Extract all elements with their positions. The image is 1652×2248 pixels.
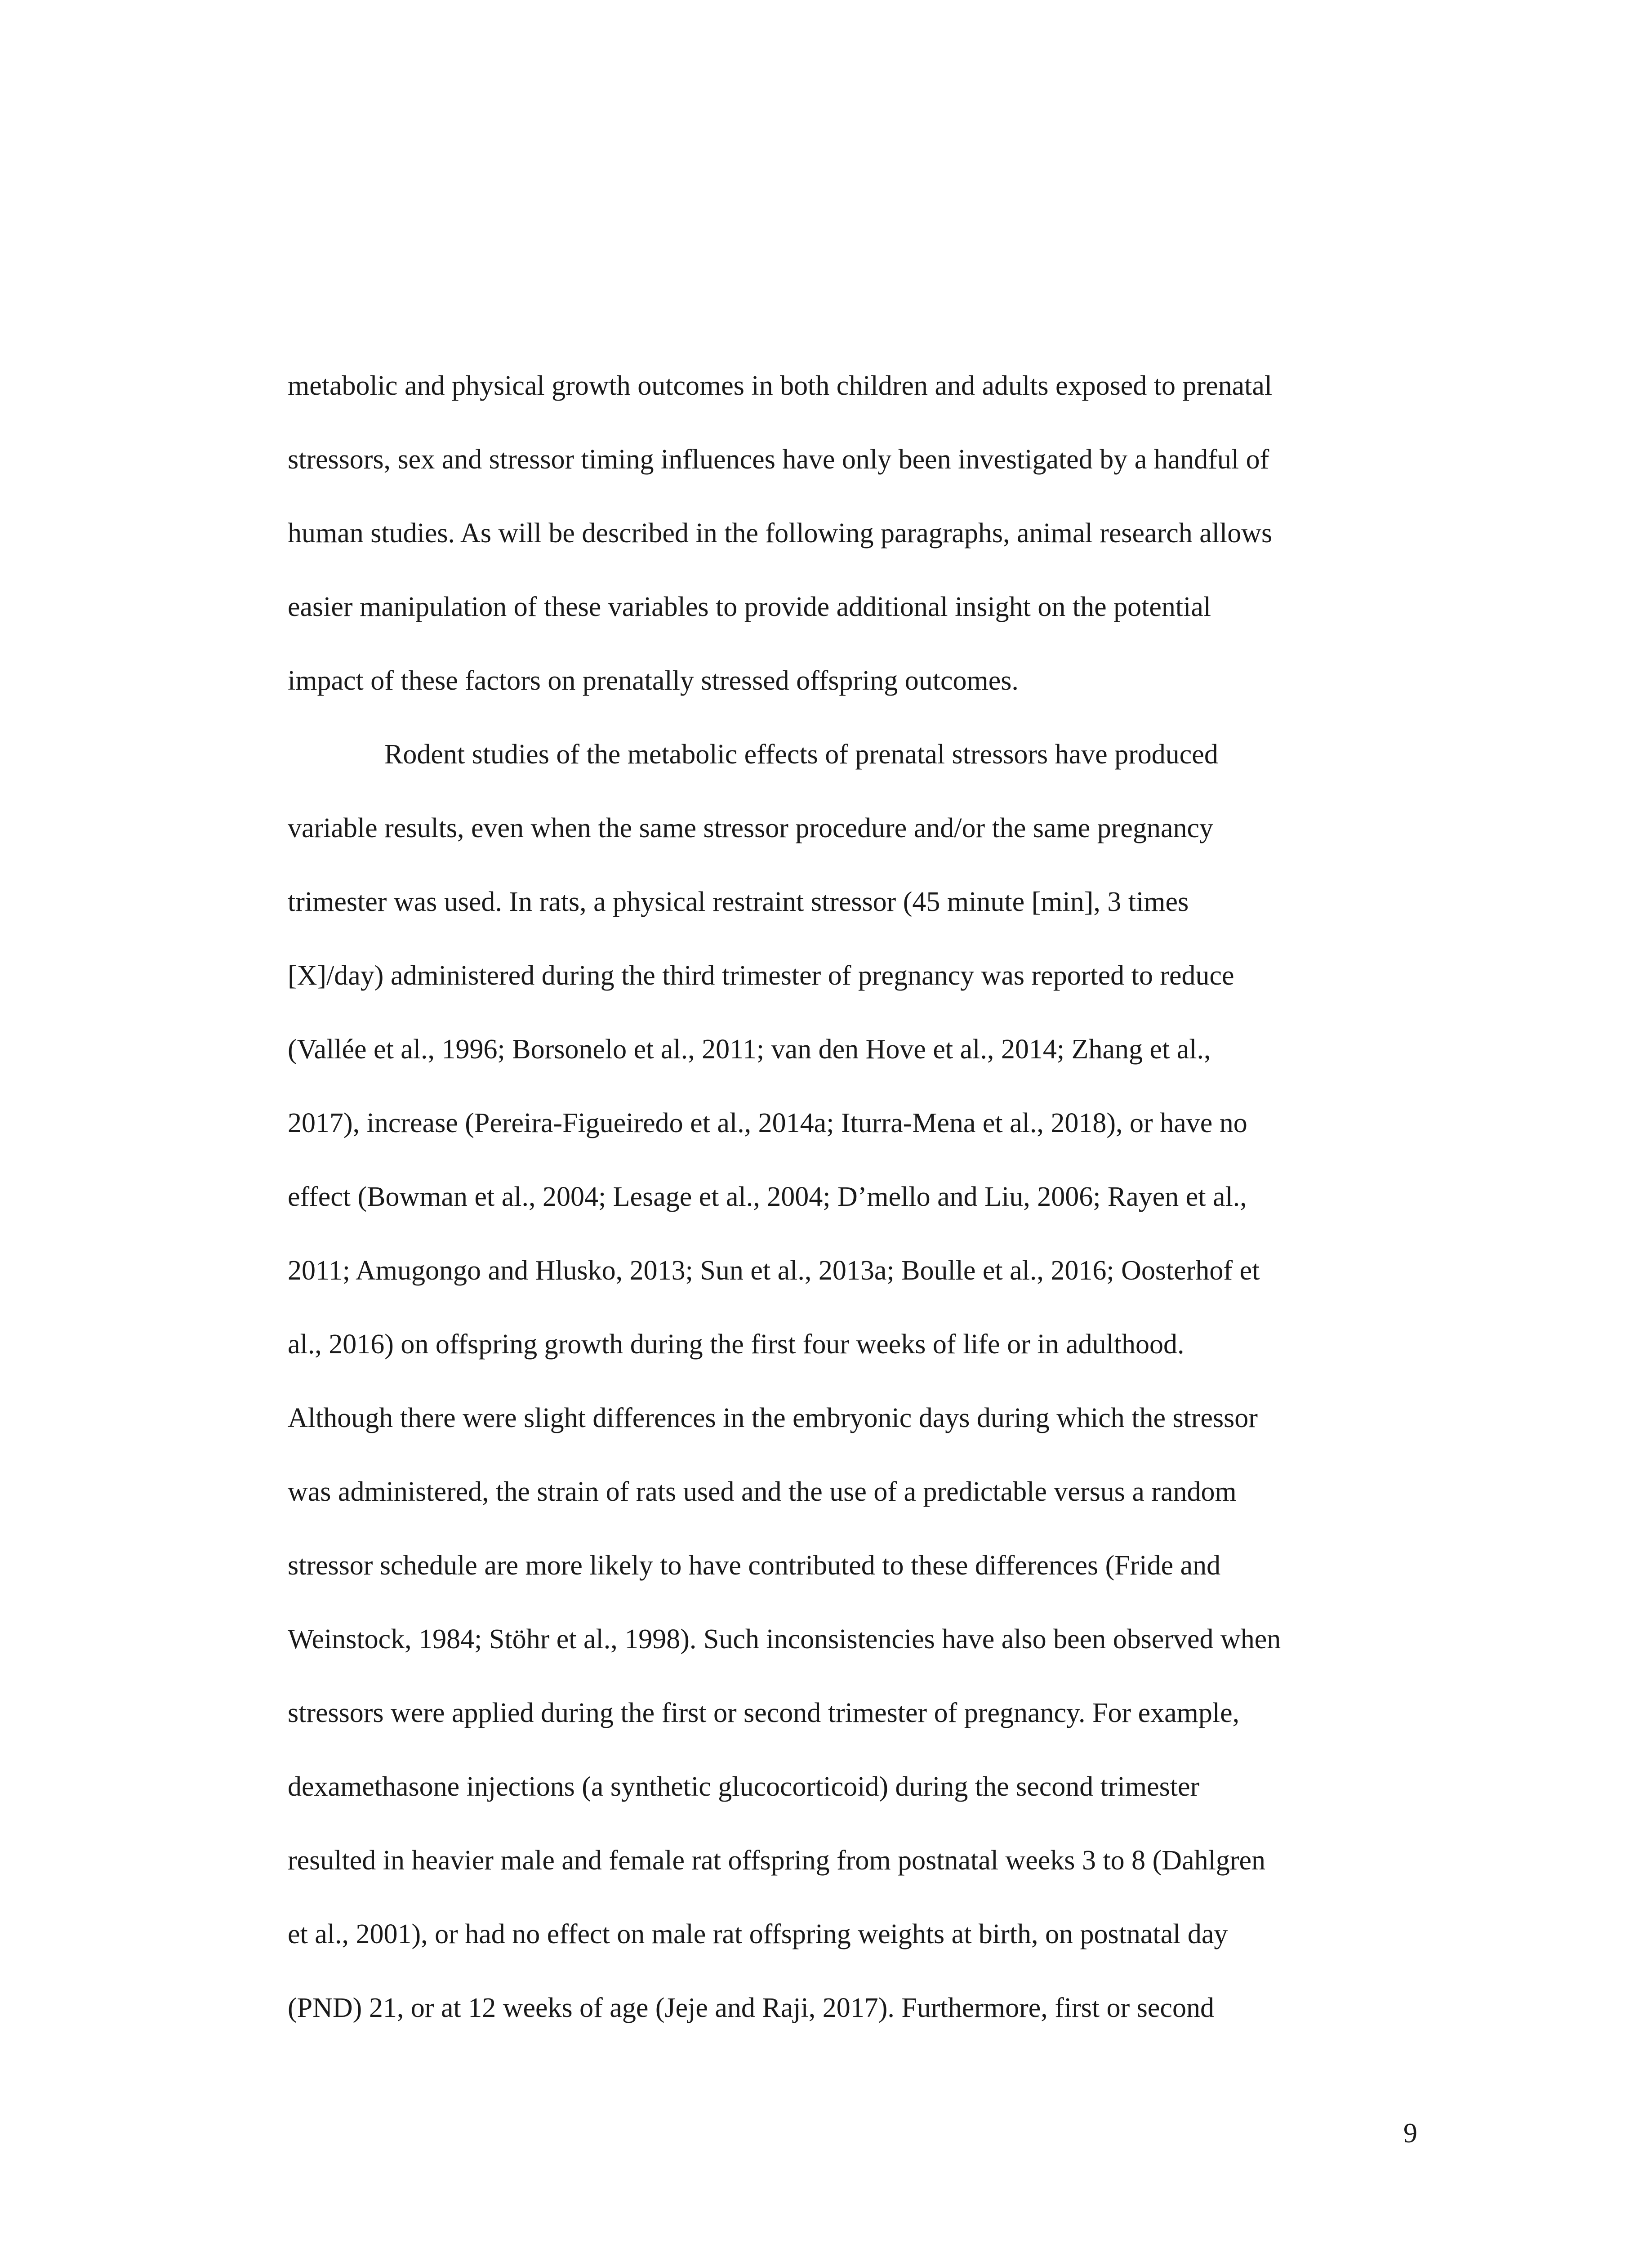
text-line: stressors, sex and stressor timing influences have only been investigated by a handful of	[288, 444, 1269, 475]
text-line: easier manipulation of these variables to provide additional insight on the potential	[288, 592, 1211, 622]
text-line: resulted in heavier male and female rat offspring from postnatal weeks 3 to 8 (Dahlgren	[288, 1845, 1265, 1876]
text-line: was administered, the strain of rats used and the use of a predictable versus a random	[288, 1476, 1237, 1507]
text-line: al., 2016) on offspring growth during the first four weeks of life or in adulthood.	[288, 1329, 1184, 1360]
text-line: stressor schedule are more likely to have contributed to these differences (Fride and	[288, 1550, 1221, 1581]
text-line: effect (Bowman et al., 2004; Lesage et al., 2004; D’mello and Liu, 2006; Rayen et al.,	[288, 1182, 1247, 1212]
text-line: dexamethasone injections (a synthetic glucocorticoid) during the second trimester	[288, 1771, 1200, 1802]
text-line: metabolic and physical growth outcomes in both children and adults exposed to prenatal	[288, 370, 1273, 401]
text-line: variable results, even when the same stressor procedure and/or the same pregnancy	[288, 813, 1213, 843]
text-line: 2017), increase (Pereira-Figueiredo et al., 2014a; Iturra-Mena et al., 2018), or have no	[288, 1108, 1247, 1138]
text-line: impact of these factors on prenatally stressed offspring outcomes.	[288, 665, 1019, 696]
text-line: et al., 2001), or had no effect on male rat offspring weights at birth, on postnatal day	[288, 1919, 1228, 1949]
text-line: [X]/day) administered during the third trimester of pregnancy was reported to reduce	[288, 960, 1234, 991]
page-number: 9	[1403, 2118, 1417, 2149]
text-line: human studies. As will be described in the following paragraphs, animal research allows	[288, 518, 1273, 549]
text-line: (PND) 21, or at 12 weeks of age (Jeje and Raji, 2017). Furthermore, first or second	[288, 1993, 1214, 2023]
text-line: 2011; Amugongo and Hlusko, 2013; Sun et al., 2013a; Boulle et al., 2016; Oosterhof et	[288, 1255, 1260, 1286]
text-line: Although there were slight differences in the embryonic days during which the stressor	[288, 1403, 1258, 1433]
paragraph-first-line: Rodent studies of the metabolic effects of prenatal stressors have produced	[384, 739, 1218, 770]
text-line: trimester was used. In rats, a physical restraint stressor (45 minute [min], 3 times	[288, 887, 1189, 917]
text-line: Weinstock, 1984; Stöhr et al., 1998). Such inconsistencies have also been observed when	[288, 1624, 1281, 1655]
text-line: (Vallée et al., 1996; Borsonelo et al., 2011; van den Hove et al., 2014; Zhang et al.,	[288, 1034, 1211, 1065]
text-line: stressors were applied during the first or second trimester of pregnancy. For example,	[288, 1698, 1240, 1728]
